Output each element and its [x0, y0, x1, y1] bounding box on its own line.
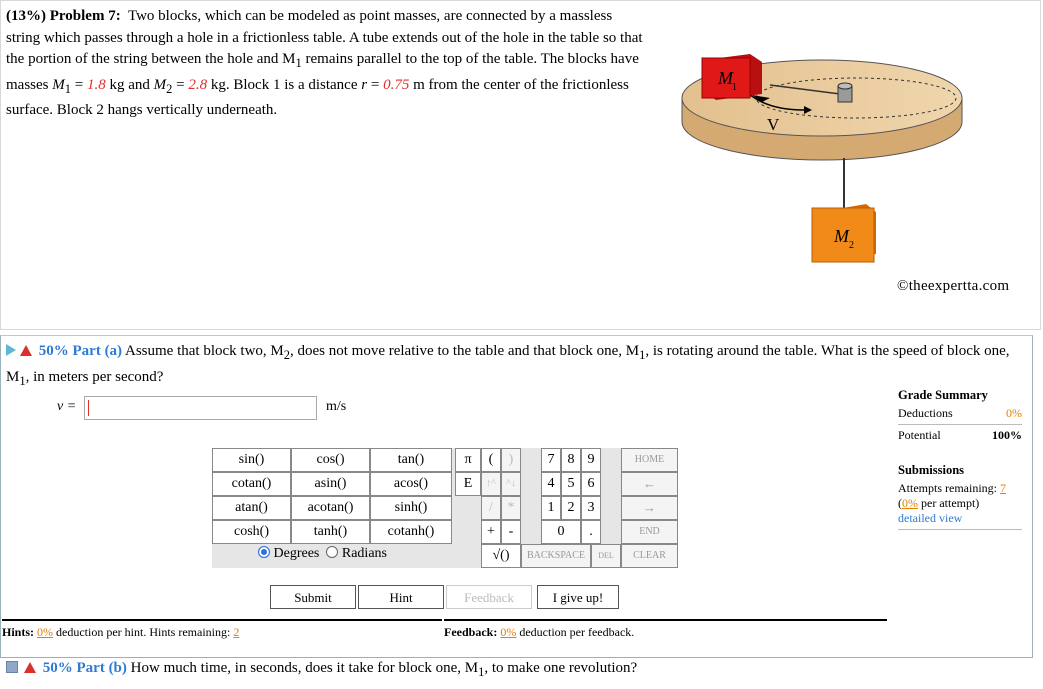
decimal-key[interactable]: . [581, 520, 601, 544]
part-b-q2: , to make one revolution? [484, 660, 638, 676]
hints-label: Hints: [2, 625, 35, 639]
problem-text-1: Two blocks, which can be modeled as point masses, are connected by a massless string which passes through a hole in a frictionless table. A tube extends out of the hole in the table so that the portion of the string between the hole and M [6, 8, 643, 68]
feedback-text: deduction per feedback. [519, 625, 635, 639]
key-5[interactable]: 5 [561, 472, 581, 496]
hints-text: deduction per hint. Hints remaining: [56, 625, 231, 639]
cos-button[interactable]: cos() [291, 448, 370, 472]
part-a-percent: 50% Part (a) [38, 343, 123, 359]
key-7[interactable]: 7 [541, 448, 561, 472]
detailed-view-link[interactable]: detailed view [898, 511, 963, 525]
hint-button[interactable]: Hint [358, 585, 444, 609]
block1-label: M [718, 68, 733, 88]
asin-button[interactable]: asin() [291, 472, 370, 496]
hints-pct: 0% [37, 625, 54, 639]
block2-label: M [834, 226, 849, 246]
part-b-percent: 50% Part (b) [42, 660, 127, 676]
r-value: 0.75 [383, 76, 410, 93]
problem-statement: (13%) Problem 7: Two blocks, which can be modeled as point masses, are connected by a massless string which passes through a hole in a frictionless table. A tube extends out of the hole in the table so that the portion of the string between the hole and $M_1$ remains parallel to the top of the table. The blocks have masses $M_1 = 1.8$ kg and $M_2 = 2.8$ kg. Block 1 is a distance r = 0.75 m from the center of the frictionless surface. Block 2 hangs vertically underneath. [6, 8, 643, 119]
divide-key[interactable]: / [481, 496, 501, 520]
minus-key[interactable]: - [501, 520, 521, 544]
feedback-bar [444, 619, 887, 657]
answer-variable: v = [57, 399, 77, 414]
right-arrow-key[interactable]: → [621, 496, 678, 520]
degrees-label: Degrees [273, 546, 320, 561]
key-6[interactable]: 6 [581, 472, 601, 496]
block2-sub: 2 [849, 240, 854, 251]
feedback-button[interactable]: Feedback [446, 585, 532, 609]
deductions-label: Deductions [898, 406, 953, 420]
hints-bar [2, 619, 442, 657]
sin-button[interactable]: sin() [212, 448, 291, 472]
radians-radio[interactable] [326, 546, 338, 558]
key-3[interactable]: 3 [581, 496, 601, 520]
grade-summary [898, 388, 1022, 533]
potential-label: Potential [898, 428, 941, 442]
e-key[interactable]: E [455, 472, 481, 496]
degrees-radio[interactable] [258, 546, 270, 558]
multiply-key[interactable]: * [501, 496, 521, 520]
rparen-key[interactable]: ) [501, 448, 521, 472]
deductions-value: 0% [1006, 406, 1022, 420]
part-a-question: 50% Part (a) Assume that block two, $M_2$, does not move relative to the table and that block one, $M_1$, is rotating around the table. What is the speed of block one, $M_1$, in meters per second? [6, 343, 1010, 388]
key-8[interactable]: 8 [561, 448, 581, 472]
cotanh-button[interactable]: cotanh() [370, 520, 452, 544]
problem-label: Problem 7: [49, 8, 121, 24]
part-a-q1: Assume that block two, M [125, 343, 284, 359]
cotan-button[interactable]: cotan() [212, 472, 291, 496]
problem-text-2: remains parallel to the top of the table. The blocks have masses [6, 51, 639, 93]
problem-text-3: m from the center of the frictionless surface. Block 2 hangs vertically underneath. [6, 76, 629, 119]
atan-button[interactable]: atan() [212, 496, 291, 520]
deductions-row [898, 406, 1022, 421]
text-caret [88, 400, 89, 416]
clear-key[interactable]: CLEAR [621, 544, 678, 568]
problem-weight: (13%) [6, 8, 46, 24]
attempts-value: 7 [999, 481, 1006, 495]
left-arrow-key[interactable]: ← [621, 472, 678, 496]
m2-value: 2.8 [188, 76, 208, 93]
block1-sub: 1 [732, 82, 737, 93]
part-b-question: 50% Part (b) How much time, in seconds, does it take for block one, $M_1$, to make one revolution? [6, 660, 637, 680]
acos-button[interactable]: acos() [370, 472, 452, 496]
angle-mode [258, 546, 387, 562]
velocity-label: V [767, 115, 780, 134]
radians-label: Radians [341, 546, 387, 561]
lparen-key[interactable]: ( [481, 448, 501, 472]
answer-input[interactable] [84, 396, 317, 420]
attempts-row [898, 481, 1022, 496]
sinh-button[interactable]: sinh() [370, 496, 452, 520]
part-a-q3: , is rotating around the table. What is the speed of block one, M [6, 343, 1010, 385]
potential-row [898, 428, 1022, 443]
play-icon[interactable] [6, 344, 16, 356]
part-a-q4: , in meters per second? [25, 369, 164, 385]
pi-key[interactable]: π [455, 448, 481, 472]
feedback-label: Feedback: [444, 625, 498, 639]
key-9[interactable]: 9 [581, 448, 601, 472]
key-4[interactable]: 4 [541, 472, 561, 496]
delete-key[interactable]: DEL [591, 544, 621, 568]
per-attempt-pct: 0% [902, 496, 918, 510]
per-attempt-text: per attempt) [921, 496, 980, 510]
part-a-q2: , does not move relative to the table and that block one, M [290, 343, 640, 359]
power-up-key[interactable]: ↑^ [481, 472, 501, 496]
key-2[interactable]: 2 [561, 496, 581, 520]
per-attempt-row: (0% per attempt) [898, 496, 980, 510]
key-0[interactable]: 0 [541, 520, 581, 544]
home-key[interactable]: HOME [621, 448, 678, 472]
potential-value: 100% [992, 428, 1022, 442]
acotan-button[interactable]: acotan() [291, 496, 370, 520]
power-down-key[interactable]: ^↓ [501, 472, 521, 496]
end-key[interactable]: END [621, 520, 678, 544]
key-1[interactable]: 1 [541, 496, 561, 520]
submissions-title: Submissions [898, 463, 965, 477]
warning-icon-b [24, 662, 36, 673]
tube-top [838, 83, 852, 89]
feedback-pct: 0% [500, 625, 517, 639]
hints-remaining: 2 [233, 625, 240, 639]
cosh-button[interactable]: cosh() [212, 520, 291, 544]
problem-figure [670, 40, 970, 270]
submit-button[interactable]: Submit [270, 585, 356, 609]
plus-key[interactable]: + [481, 520, 501, 544]
grade-title: Grade Summary [898, 388, 988, 402]
collapse-icon[interactable] [6, 661, 18, 673]
warning-icon [20, 345, 32, 356]
sqrt-key[interactable]: √() [481, 544, 521, 568]
answer-units: m/s [326, 399, 347, 414]
m1-value: 1.8 [86, 76, 106, 93]
tan-button[interactable]: tan() [370, 448, 452, 472]
attempts-label: Attempts remaining: [898, 481, 997, 495]
part-b-q1: How much time, in seconds, does it take for block one, M [130, 660, 479, 676]
copyright: ©theexpertta.com [897, 278, 1010, 294]
give-up-button[interactable]: I give up! [537, 585, 619, 609]
tanh-button[interactable]: tanh() [291, 520, 370, 544]
backspace-key[interactable]: BACKSPACE [521, 544, 591, 568]
